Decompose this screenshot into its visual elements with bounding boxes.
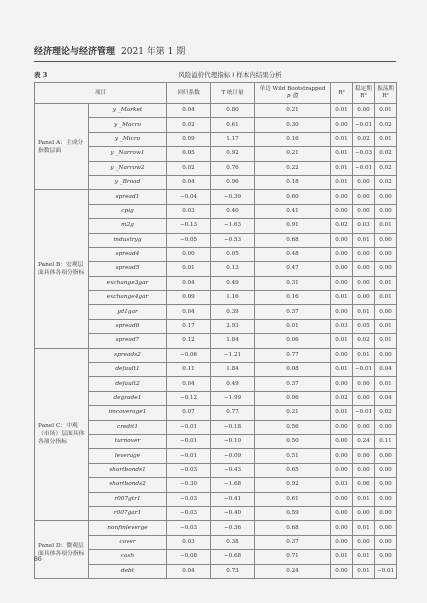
pvalue-cell: 0.48 xyxy=(255,247,331,261)
r2-expansion-cell: 0.00 xyxy=(353,291,375,305)
r2-expansion-cell: 0.00 xyxy=(353,247,375,261)
variable-cell: debt xyxy=(89,564,167,578)
variable-cell: spread7 xyxy=(89,334,167,348)
tstat-cell: −0.68 xyxy=(211,550,255,564)
r2-cell: 0.01 xyxy=(331,363,353,377)
variable-cell: cash xyxy=(89,550,167,564)
table-row xyxy=(35,334,397,348)
table-row xyxy=(35,247,397,261)
r2-cell: 0.00 xyxy=(331,204,353,218)
r2-expansion-cell: 0.01 xyxy=(353,492,375,506)
r2-cell: 0.00 xyxy=(331,434,353,448)
col-pvalue-line1: 单边 Wild Bootstrapped xyxy=(259,86,326,92)
tstat-cell: −0.53 xyxy=(211,233,255,247)
tstat-cell: 2.93 xyxy=(211,319,255,333)
r2-contraction-cell: 0.00 xyxy=(375,535,397,549)
r2-cell: 0.00 xyxy=(331,449,353,463)
r2-cell: 0.01 xyxy=(331,175,353,189)
r2-cell: 0.03 xyxy=(331,319,353,333)
pvalue-cell: 0.37 xyxy=(255,535,331,549)
r2-cell: 0.00 xyxy=(331,420,353,434)
coef-cell: −0.13 xyxy=(167,219,211,233)
coef-cell: 0.04 xyxy=(167,175,211,189)
variable-cell: credit1 xyxy=(89,420,167,434)
col-r2-expansion: 稳定期 R² xyxy=(353,83,375,104)
pvalue-cell: 0.06 xyxy=(255,334,331,348)
tstat-cell: 0.39 xyxy=(211,305,255,319)
tstat-cell: 0.13 xyxy=(211,262,255,276)
r2-expansion-cell: 0.05 xyxy=(353,319,375,333)
table-row xyxy=(35,492,397,506)
variable-cell: cpig xyxy=(89,204,167,218)
r2-expansion-cell: 0.01 xyxy=(353,564,375,578)
r2-expansion-cell: 0.01 xyxy=(353,305,375,319)
pvalue-cell: 0.37 xyxy=(255,377,331,391)
r2-contraction-cell: 0.00 xyxy=(375,478,397,492)
r2-contraction-cell: 0.00 xyxy=(375,305,397,319)
table-row xyxy=(35,391,397,405)
tstat-cell: −0.09 xyxy=(211,449,255,463)
coef-cell: −0.01 xyxy=(167,434,211,448)
variable-cell: default1 xyxy=(89,363,167,377)
tstat-cell: 0.77 xyxy=(211,406,255,420)
r2-contraction-cell: 0.01 xyxy=(375,377,397,391)
r2-expansion-cell: 0.01 xyxy=(353,521,375,535)
r2-expansion-cell: 0.00 xyxy=(353,506,375,520)
variable-cell: exchange4gar xyxy=(89,291,167,305)
pvalue-cell: 0.91 xyxy=(255,219,331,233)
r2-expansion-cell: 0.01 xyxy=(353,233,375,247)
variable-cell: y _Macro xyxy=(89,118,167,132)
table-row xyxy=(35,204,397,218)
r2-contraction-cell: 0.01 xyxy=(375,334,397,348)
coef-cell: −0.03 xyxy=(167,463,211,477)
r2-contraction-cell: 0.01 xyxy=(375,132,397,146)
variable-cell: spread6 xyxy=(89,319,167,333)
variable-cell: default2 xyxy=(89,377,167,391)
r2-expansion-cell: −0.01 xyxy=(353,363,375,377)
r2-cell: 0.00 xyxy=(331,506,353,520)
tstat-cell: −1.99 xyxy=(211,391,255,405)
pvalue-cell: 0.65 xyxy=(255,463,331,477)
variable-cell: turnover xyxy=(89,434,167,448)
variable-cell: spread4 xyxy=(89,247,167,261)
r2-contraction-cell: 0.04 xyxy=(375,363,397,377)
table-row xyxy=(35,291,397,305)
pvalue-cell: 0.61 xyxy=(255,492,331,506)
variable-cell: spreads2 xyxy=(89,348,167,362)
pvalue-cell: 0.16 xyxy=(255,291,331,305)
r2-contraction-cell: 0.01 xyxy=(375,319,397,333)
results-table xyxy=(34,82,397,579)
pvalue-cell: 0.18 xyxy=(255,175,331,189)
r2-cell: 0.03 xyxy=(331,478,353,492)
pvalue-cell: 0.96 xyxy=(255,391,331,405)
coef-cell: −0.08 xyxy=(167,550,211,564)
coef-cell: 0.03 xyxy=(167,204,211,218)
pvalue-cell: 0.68 xyxy=(255,521,331,535)
tstat-cell: 0.76 xyxy=(211,161,255,175)
r2-contraction-cell: 0.00 xyxy=(375,521,397,535)
table-row xyxy=(35,348,397,362)
r2-cell: 0.01 xyxy=(331,334,353,348)
r2-cell: 0.00 xyxy=(331,190,353,204)
journal-name: 经济理论与经济管理 xyxy=(34,47,116,57)
table-row xyxy=(35,175,397,189)
r2-contraction-cell: 0.00 xyxy=(375,420,397,434)
r2-contraction-cell: 0.02 xyxy=(375,161,397,175)
r2-cell: 0.01 xyxy=(331,147,353,161)
r2-contraction-cell: 0.02 xyxy=(375,118,397,132)
r2-cell: 0.00 xyxy=(331,233,353,247)
r2-expansion-cell: 0.01 xyxy=(353,550,375,564)
r2-expansion-cell: 0.00 xyxy=(353,463,375,477)
table-row xyxy=(35,147,397,161)
r2-cell: 0.00 xyxy=(331,348,353,362)
r2-contraction-cell: 0.11 xyxy=(375,434,397,448)
r2-cell: 0.01 xyxy=(331,291,353,305)
table-row xyxy=(35,190,397,204)
table-row xyxy=(35,521,397,535)
variable-cell: industryg xyxy=(89,233,167,247)
variable-cell: degrade1 xyxy=(89,391,167,405)
tstat-cell: 0.38 xyxy=(211,535,255,549)
pvalue-cell: 0.77 xyxy=(255,348,331,362)
table-row xyxy=(35,420,397,434)
r2-expansion-cell: 0.02 xyxy=(353,334,375,348)
table-row xyxy=(35,262,397,276)
r2-expansion-cell: 0.00 xyxy=(353,420,375,434)
r2-contraction-cell: 0.00 xyxy=(375,190,397,204)
col-coef: 回归系数 xyxy=(167,83,211,104)
coef-cell: −0.03 xyxy=(167,521,211,535)
pvalue-cell: 0.01 xyxy=(255,319,331,333)
coef-cell: −0.30 xyxy=(167,478,211,492)
col-r2-contraction: 振荡期 R² xyxy=(375,83,397,104)
pvalue-cell: 0.92 xyxy=(255,478,331,492)
r2-expansion-cell: 0.00 xyxy=(353,104,375,118)
table-row xyxy=(35,132,397,146)
variable-cell: y _Broad xyxy=(89,175,167,189)
tstat-cell: −0.41 xyxy=(211,492,255,506)
variable-cell: y _Narrow1 xyxy=(89,147,167,161)
table-row xyxy=(35,478,397,492)
variable-cell: shortbonds1 xyxy=(89,463,167,477)
tstat-cell: 0.61 xyxy=(211,118,255,132)
table-body xyxy=(35,104,397,579)
table-row xyxy=(35,506,397,520)
r2-contraction-cell: 0.02 xyxy=(375,406,397,420)
r2-contraction-cell: 0.00 xyxy=(375,449,397,463)
page-number: 86 xyxy=(34,556,42,563)
pvalue-cell: 0.47 xyxy=(255,262,331,276)
table-row xyxy=(35,564,397,578)
table-row xyxy=(35,377,397,391)
r2-cell: 0.00 xyxy=(331,247,353,261)
variable-cell: y _Narrow2 xyxy=(89,161,167,175)
r2-contraction-cell: 0.00 xyxy=(375,262,397,276)
coef-cell: −0.04 xyxy=(167,190,211,204)
r2-expansion-cell: 0.03 xyxy=(353,219,375,233)
coef-cell: −0.03 xyxy=(167,506,211,520)
r2-expansion-cell: −0.01 xyxy=(353,406,375,420)
r2-expansion-cell: −0.03 xyxy=(353,147,375,161)
tstat-cell: 0.92 xyxy=(211,147,255,161)
running-header xyxy=(34,47,396,58)
header-rule xyxy=(34,61,396,62)
coef-cell: 0.04 xyxy=(167,276,211,290)
coef-cell: 0.04 xyxy=(167,305,211,319)
table-row xyxy=(35,118,397,132)
variable-cell: r007gar1 xyxy=(89,506,167,520)
r2-contraction-cell: 0.04 xyxy=(375,391,397,405)
table-row xyxy=(35,406,397,420)
col-tstat: T 统计量 xyxy=(211,83,255,104)
tstat-cell: −0.43 xyxy=(211,463,255,477)
table-row xyxy=(35,233,397,247)
table-row xyxy=(35,535,397,549)
table-row xyxy=(35,219,397,233)
coef-cell: 0.02 xyxy=(167,118,211,132)
coef-cell: 0.12 xyxy=(167,334,211,348)
coef-cell: 0.09 xyxy=(167,132,211,146)
tstat-cell: −0.40 xyxy=(211,506,255,520)
coef-cell: 0.03 xyxy=(167,535,211,549)
r2-expansion-cell: 0.00 xyxy=(353,204,375,218)
r2-expansion-cell: 0.02 xyxy=(353,132,375,146)
tstat-cell: −0.10 xyxy=(211,434,255,448)
r2-expansion-cell: 0.00 xyxy=(353,377,375,391)
variable-cell: exchange3gar xyxy=(89,276,167,290)
r2-contraction-cell: 0.00 xyxy=(375,233,397,247)
variable-cell: shortbonds2 xyxy=(89,478,167,492)
table-row xyxy=(35,449,397,463)
table-row xyxy=(35,363,397,377)
coef-cell: 0.05 xyxy=(167,147,211,161)
r2-contraction-cell: 0.00 xyxy=(375,247,397,261)
r2-cell: 0.02 xyxy=(331,391,353,405)
r2-contraction-cell: 0.00 xyxy=(375,204,397,218)
issue-label: 2021 年第 1 期 xyxy=(121,47,186,57)
table-row xyxy=(35,434,397,448)
r2-cell: 0.00 xyxy=(331,564,353,578)
pvalue-cell: 0.37 xyxy=(255,305,331,319)
coef-cell: −0.06 xyxy=(167,348,211,362)
tstat-cell: 0.49 xyxy=(211,276,255,290)
coef-cell: 0.01 xyxy=(167,262,211,276)
variable-cell: y _Micro xyxy=(89,132,167,146)
r2-cell: 0.01 xyxy=(331,161,353,175)
panel-label: Panel C：中观（市场）层面具体各项分指标 xyxy=(35,348,89,521)
table-label: 表 3 xyxy=(34,71,48,79)
r2-cell: 0.01 xyxy=(331,550,353,564)
coef-cell: 0.04 xyxy=(167,564,211,578)
table-title: 风险溢价代理指标 I 样本内结果分析 xyxy=(178,71,282,79)
coef-cell: 0.09 xyxy=(167,291,211,305)
r2-cell: 0.00 xyxy=(331,463,353,477)
r2-contraction-cell: 0.02 xyxy=(375,175,397,189)
r2-cell: 0.02 xyxy=(331,219,353,233)
r2-expansion-cell: 0.00 xyxy=(353,391,375,405)
pvalue-cell: 0.68 xyxy=(255,233,331,247)
pvalue-cell: 0.31 xyxy=(255,276,331,290)
coef-cell: −0.01 xyxy=(167,420,211,434)
table-row xyxy=(35,104,397,118)
r2-cell: 0.00 xyxy=(331,521,353,535)
variable-cell: m2g xyxy=(89,219,167,233)
panel-label: Panel B：宏观层面具体各项分指标 xyxy=(35,190,89,348)
r2-cell: 0.00 xyxy=(331,262,353,276)
tstat-cell: 1.16 xyxy=(211,291,255,305)
r2-cell: 0.00 xyxy=(331,276,353,290)
table-header xyxy=(35,83,397,104)
r2-contraction-cell: 0.01 xyxy=(375,219,397,233)
coef-cell: −0.03 xyxy=(167,492,211,506)
r2-expansion-cell: 0.01 xyxy=(353,348,375,362)
r2-contraction-cell: 0.00 xyxy=(375,550,397,564)
tstat-cell: −1.63 xyxy=(211,219,255,233)
tstat-cell: 0.80 xyxy=(211,104,255,118)
pvalue-cell: 0.21 xyxy=(255,104,331,118)
coef-cell: 0.17 xyxy=(167,319,211,333)
col-r2: R² xyxy=(331,83,353,104)
r2-contraction-cell: 0.00 xyxy=(375,506,397,520)
r2-contraction-cell: 0.01 xyxy=(375,276,397,290)
tstat-cell: 0.40 xyxy=(211,204,255,218)
variable-cell: spread5 xyxy=(89,262,167,276)
tstat-cell: −1.68 xyxy=(211,478,255,492)
r2-contraction-cell: 0.00 xyxy=(375,492,397,506)
r2-expansion-cell: 0.24 xyxy=(353,434,375,448)
coef-cell: 0.04 xyxy=(167,104,211,118)
table-row xyxy=(35,161,397,175)
tstat-cell: 0.96 xyxy=(211,175,255,189)
variable-cell: cover xyxy=(89,535,167,549)
r2-contraction-cell: 0.01 xyxy=(375,291,397,305)
r2-expansion-cell: 0.00 xyxy=(353,262,375,276)
pvalue-cell: 0.60 xyxy=(255,190,331,204)
r2-cell: 0.01 xyxy=(331,406,353,420)
coef-cell: −0.05 xyxy=(167,233,211,247)
r2-cell: 0.00 xyxy=(331,535,353,549)
col-pvalue xyxy=(255,83,331,104)
tstat-cell: 0.05 xyxy=(211,247,255,261)
panel-label: Panel A：主成分指数层面 xyxy=(35,104,89,190)
r2-expansion-cell: 0.00 xyxy=(353,449,375,463)
coef-cell: 0.11 xyxy=(167,363,211,377)
r2-expansion-cell: 0.06 xyxy=(353,478,375,492)
pvalue-cell: 0.21 xyxy=(255,406,331,420)
r2-expansion-cell: 0.00 xyxy=(353,276,375,290)
coef-cell: 0.02 xyxy=(167,161,211,175)
r2-expansion-cell: 0.00 xyxy=(353,175,375,189)
tstat-cell: 1.84 xyxy=(211,363,255,377)
r2-cell: 0.00 xyxy=(331,305,353,319)
table-row xyxy=(35,305,397,319)
tstat-cell: 0.73 xyxy=(211,564,255,578)
pvalue-cell: 0.56 xyxy=(255,420,331,434)
variable-cell: r007gtr1 xyxy=(89,492,167,506)
pvalue-cell: 0.21 xyxy=(255,147,331,161)
tstat-cell: −0.36 xyxy=(211,521,255,535)
coef-cell: −0.12 xyxy=(167,391,211,405)
r2-expansion-cell: 0.00 xyxy=(353,535,375,549)
col-item: 项目 xyxy=(35,83,167,104)
pvalue-cell: 0.30 xyxy=(255,118,331,132)
variable-cell: y _Market xyxy=(89,104,167,118)
pvalue-cell: 0.50 xyxy=(255,434,331,448)
r2-expansion-cell: −0.01 xyxy=(353,161,375,175)
pvalue-cell: 0.51 xyxy=(255,449,331,463)
r2-contraction-cell: 0.00 xyxy=(375,463,397,477)
tstat-cell: 1.84 xyxy=(211,334,255,348)
coef-cell: −0.01 xyxy=(167,449,211,463)
r2-cell: 0.00 xyxy=(331,492,353,506)
pvalue-cell: 0.16 xyxy=(255,132,331,146)
tstat-cell: 1.17 xyxy=(211,132,255,146)
r2-contraction-cell: 0.02 xyxy=(375,147,397,161)
panel-label: Panel D：微观层面具体各项分指标 xyxy=(35,521,89,579)
r2-contraction-cell: 0.01 xyxy=(375,104,397,118)
variable-cell: imcoverage1 xyxy=(89,406,167,420)
variable-cell: spread1 xyxy=(89,190,167,204)
r2-expansion-cell: 0.00 xyxy=(353,190,375,204)
r2-contraction-cell: −0.01 xyxy=(375,564,397,578)
tstat-cell: −1.21 xyxy=(211,348,255,362)
r2-contraction-cell: 0.00 xyxy=(375,348,397,362)
table-row xyxy=(35,550,397,564)
coef-cell: 0.07 xyxy=(167,406,211,420)
r2-expansion-cell: −0.01 xyxy=(353,118,375,132)
pvalue-cell: 0.59 xyxy=(255,506,331,520)
variable-cell: leverage xyxy=(89,449,167,463)
tstat-cell: −0.39 xyxy=(211,190,255,204)
pvalue-cell: 0.41 xyxy=(255,204,331,218)
variable-cell: nonfinleverge xyxy=(89,521,167,535)
col-pvalue-line2: p 值 xyxy=(287,93,298,99)
pvalue-cell: 0.24 xyxy=(255,564,331,578)
table-row xyxy=(35,463,397,477)
tstat-cell: −0.18 xyxy=(211,420,255,434)
tstat-cell: 0.49 xyxy=(211,377,255,391)
pvalue-cell: 0.08 xyxy=(255,363,331,377)
r2-cell: 0.01 xyxy=(331,132,353,146)
table-row xyxy=(35,319,397,333)
variable-cell: yd1gar xyxy=(89,305,167,319)
coef-cell: 0.00 xyxy=(167,247,211,261)
r2-cell: 0.01 xyxy=(331,104,353,118)
r2-cell: 0.00 xyxy=(331,377,353,391)
r2-cell: 0.00 xyxy=(331,118,353,132)
pvalue-cell: 0.71 xyxy=(255,550,331,564)
table-row xyxy=(35,276,397,290)
pvalue-cell: 0.22 xyxy=(255,161,331,175)
coef-cell: 0.04 xyxy=(167,377,211,391)
